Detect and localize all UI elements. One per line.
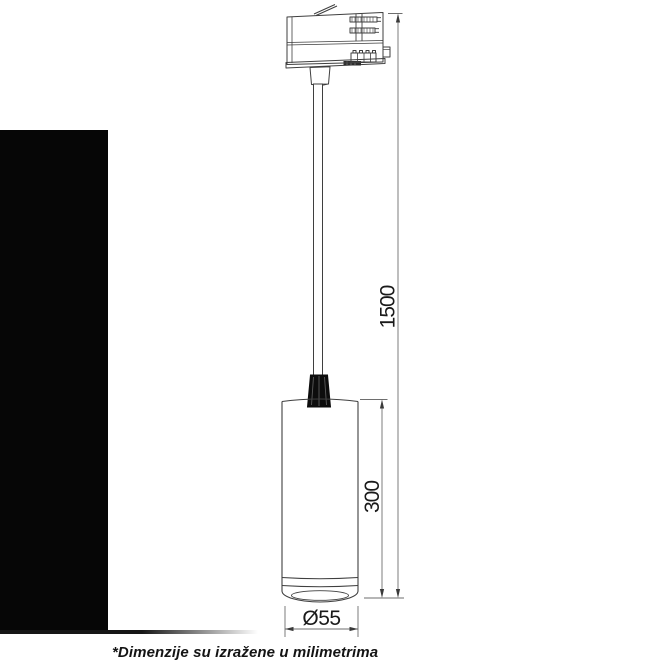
suspension-rod: [314, 84, 323, 376]
dimensions-footnote: *Dimenzije su izražene u milimetrima: [112, 644, 379, 661]
dimension-label-1500: 1500: [376, 285, 400, 329]
track-adapter-drawing: [286, 5, 390, 86]
dimension-label-diameter: Ø55: [302, 607, 341, 630]
cord-grip: [308, 375, 331, 407]
dimension-diameter: [285, 606, 358, 637]
lamp-body: [282, 399, 358, 602]
dimension-label-300: 300: [360, 480, 384, 514]
dimension-body-height: [360, 400, 388, 599]
